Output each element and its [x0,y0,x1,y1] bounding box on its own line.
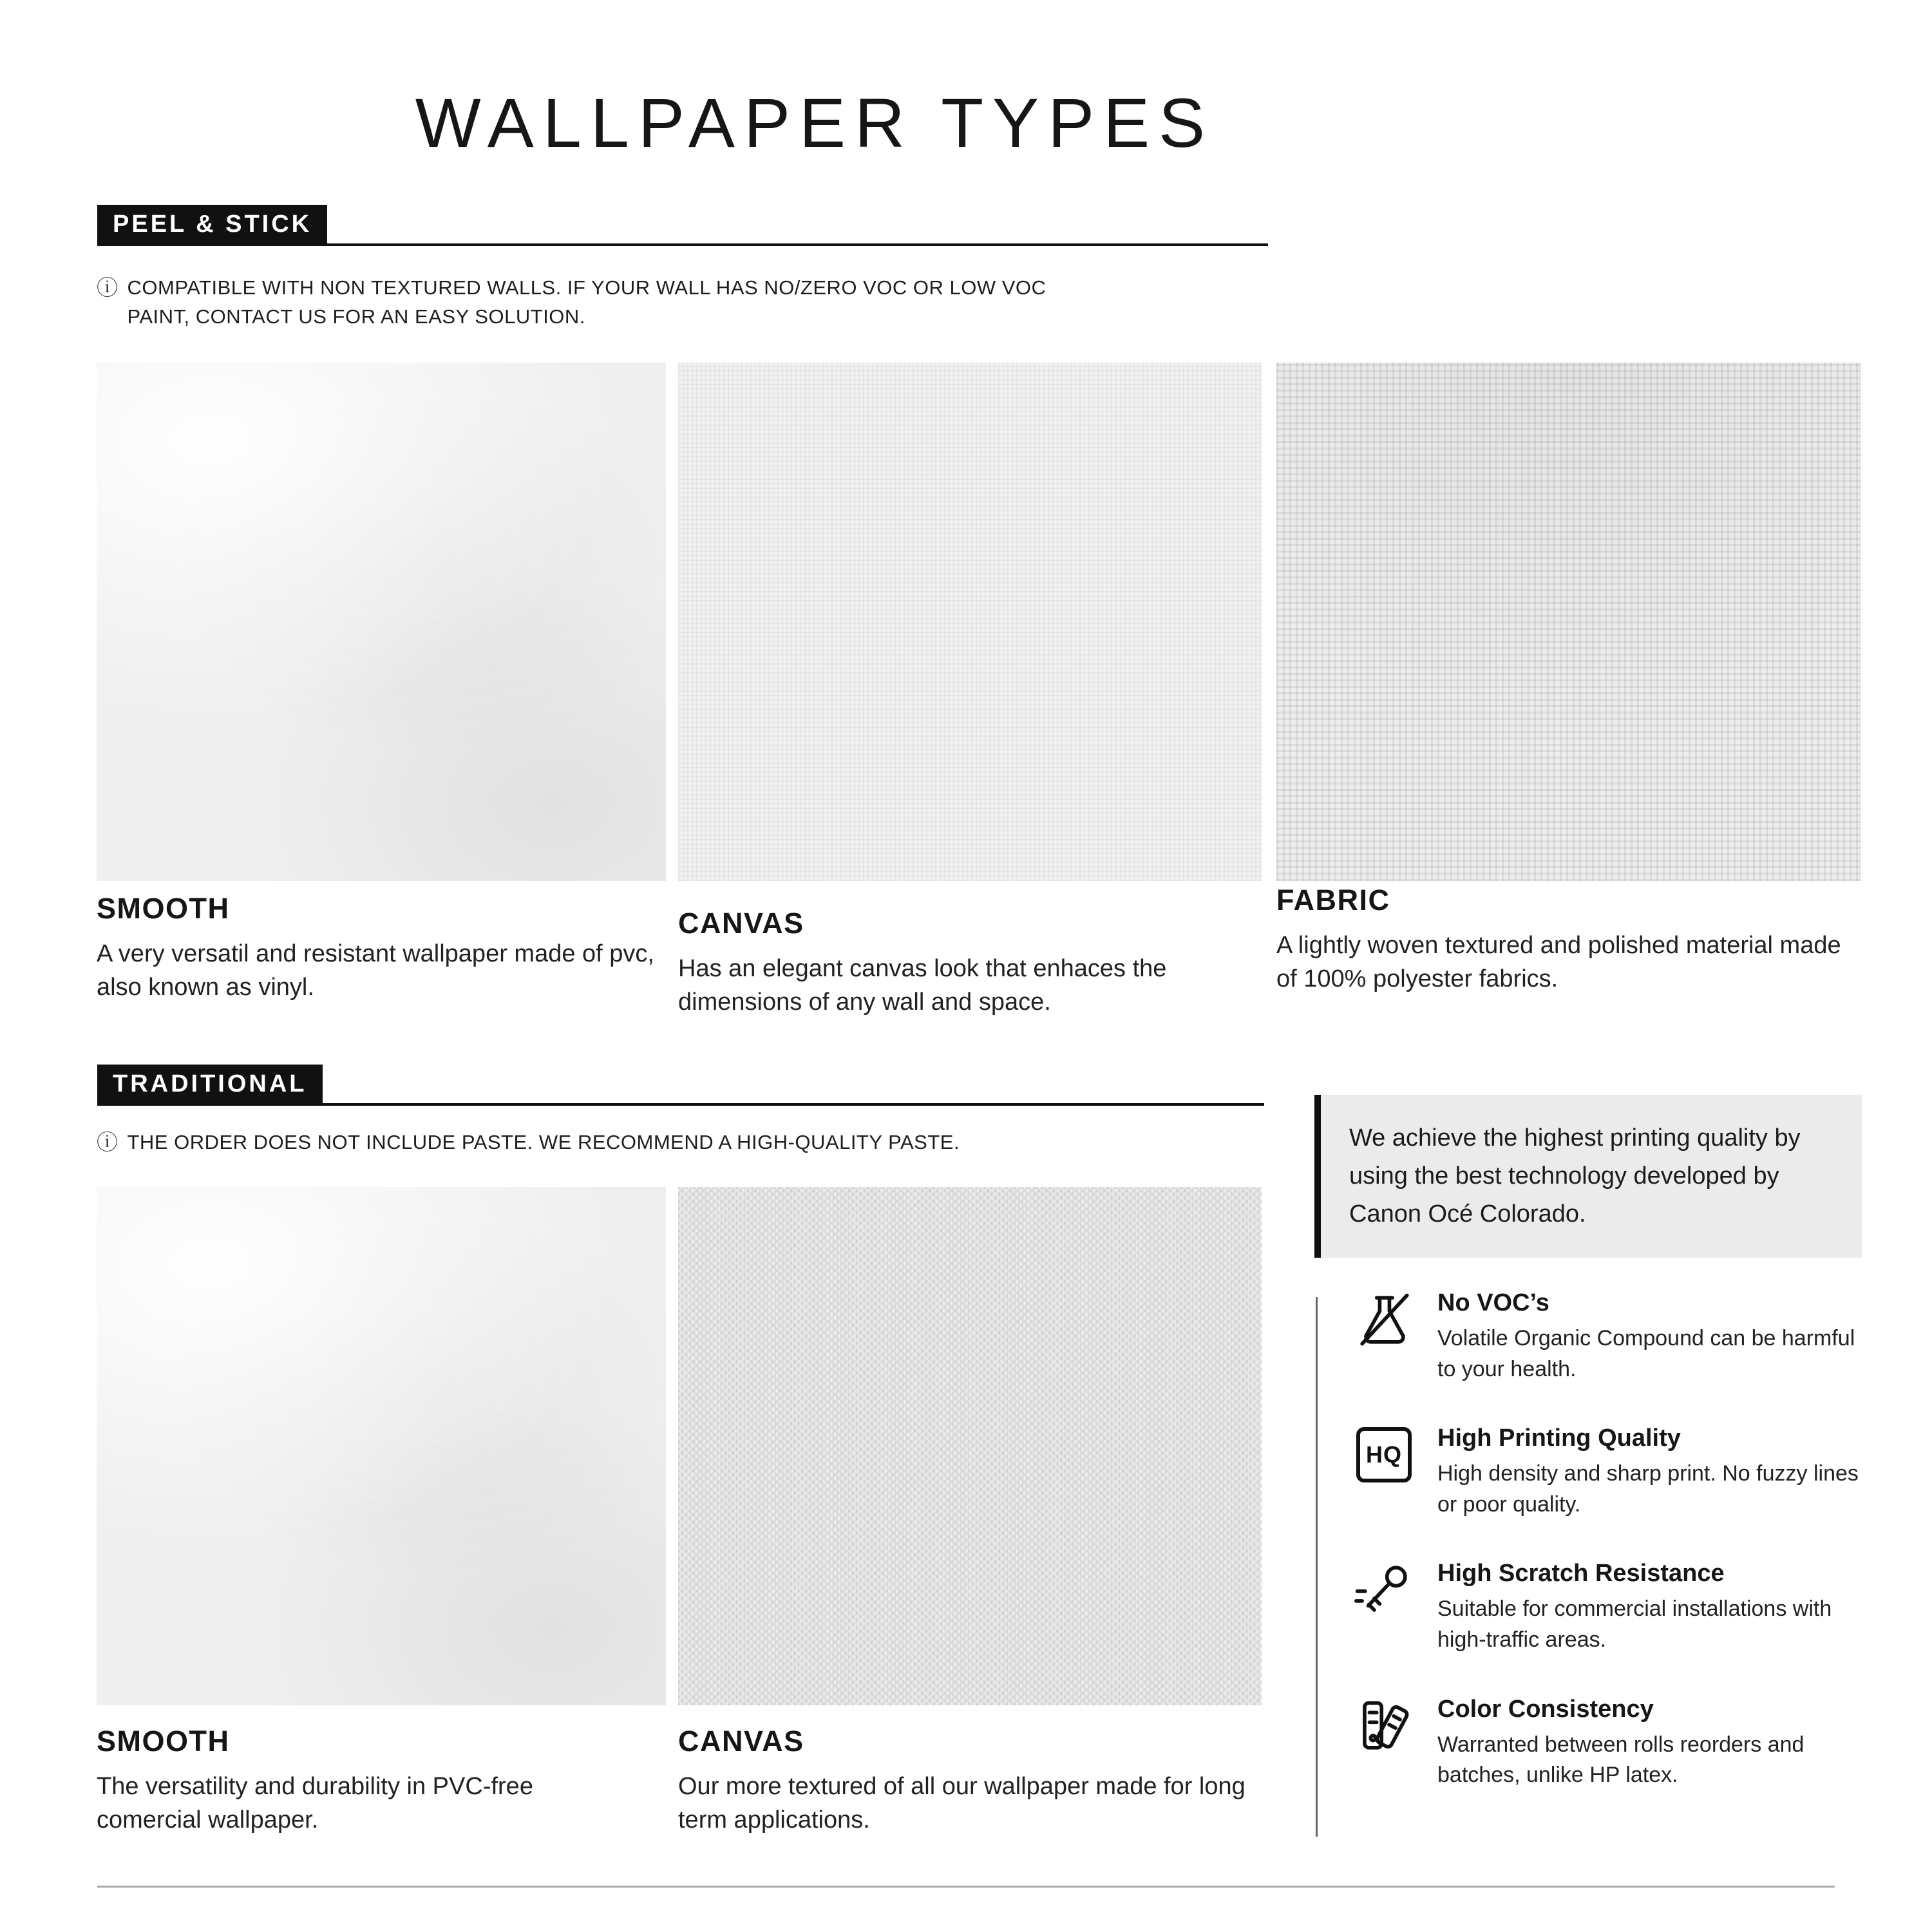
swatch-traditional-smooth [97,1187,666,1705]
swatch-name: SMOOTH [97,1725,230,1757]
swatch-name: SMOOTH [97,892,230,925]
feature-title: No VOC’s [1437,1289,1549,1316]
feature-title: High Printing Quality [1437,1425,1681,1452]
feature-color-consistency [1354,1696,1869,1791]
caption-traditional-canvas [678,1725,1258,1837]
traditional-divider-line [97,1103,1264,1106]
scratch-resistance-icon [1354,1560,1414,1620]
no-voc-icon [1354,1289,1414,1350]
peel-stick-divider-line [97,243,1268,246]
bottom-rule [97,1886,1835,1888]
hq-icon-label: HQ [1356,1427,1412,1482]
info-icon: ⓘ [97,1130,118,1154]
feature-text [1437,1696,1862,1791]
feature-description: Suitable for commercial installations with high-traffic areas. [1437,1596,1832,1652]
hq-icon [1354,1425,1414,1485]
swatch-description: Our more textured of all our wallpaper made for long term applications. [678,1773,1245,1834]
swatch-description: A lightly woven textured and polished material made of 100% polyester fabrics. [1276,932,1841,993]
swatch-peel-canvas [678,363,1262,881]
swatch-peel-smooth [97,363,666,881]
feature-list [1354,1289,1869,1791]
feature-description: Warranted between rolls reorders and batches, unlike HP latex. [1437,1732,1804,1788]
color-swatchbook-icon [1354,1696,1414,1756]
swatch-name: FABRIC [1276,884,1390,916]
feature-no-voc [1354,1289,1869,1385]
peel-stick-note-text: COMPATIBLE WITH NON TEXTURED WALLS. IF YOUR WALL HAS NO/ZERO VOC OR LOW VOC PAINT, CONTACT US FOR AN EASY SOLUTION. [127,276,1046,328]
swatch-description: A very versatil and resistant wallpaper made of pvc, also known as vinyl. [97,940,654,1001]
feature-title: Color Consistency [1437,1695,1654,1723]
swatch-name: CANVAS [678,907,804,940]
caption-peel-fabric [1276,884,1861,996]
caption-peel-smooth [97,892,666,1005]
traditional-note [97,1128,1222,1157]
feature-text [1437,1425,1862,1520]
caption-peel-canvas [678,907,1262,1019]
section-label-peel-stick: PEEL & STICK [97,205,327,243]
swatch-traditional-canvas [678,1187,1262,1705]
traditional-note-text: THE ORDER DOES NOT INCLUDE PASTE. WE RECOMMEND A HIGH-QUALITY PASTE. [127,1131,960,1153]
feature-scratch-resistance [1354,1560,1869,1655]
page-title: WALLPAPER TYPES [415,84,1215,162]
peel-stick-note [97,274,1048,332]
swatch-name: CANVAS [678,1725,804,1757]
section-label-traditional: TRADITIONAL [97,1065,323,1103]
info-icon: ⓘ [97,276,118,299]
features-divider-line [1316,1297,1318,1837]
printing-quality-callout: We achieve the highest printing quality by using the best technology developed by Canon Océ Colorado. [1314,1095,1862,1258]
feature-title: High Scratch Resistance [1437,1560,1725,1587]
swatch-description: The versatility and durability in PVC-free comercial wallpaper. [97,1773,533,1834]
caption-traditional-smooth [97,1725,586,1837]
swatch-description: Has an elegant canvas look that enhaces the dimensions of any wall and space. [678,955,1167,1016]
feature-description: Volatile Organic Compound can be harmful to your health. [1437,1326,1855,1381]
swatch-peel-fabric [1276,363,1861,881]
feature-text [1437,1289,1862,1385]
feature-description: High density and sharp print. No fuzzy lines or poor quality. [1437,1461,1859,1517]
feature-high-printing-quality [1354,1425,1869,1520]
feature-text [1437,1560,1862,1655]
